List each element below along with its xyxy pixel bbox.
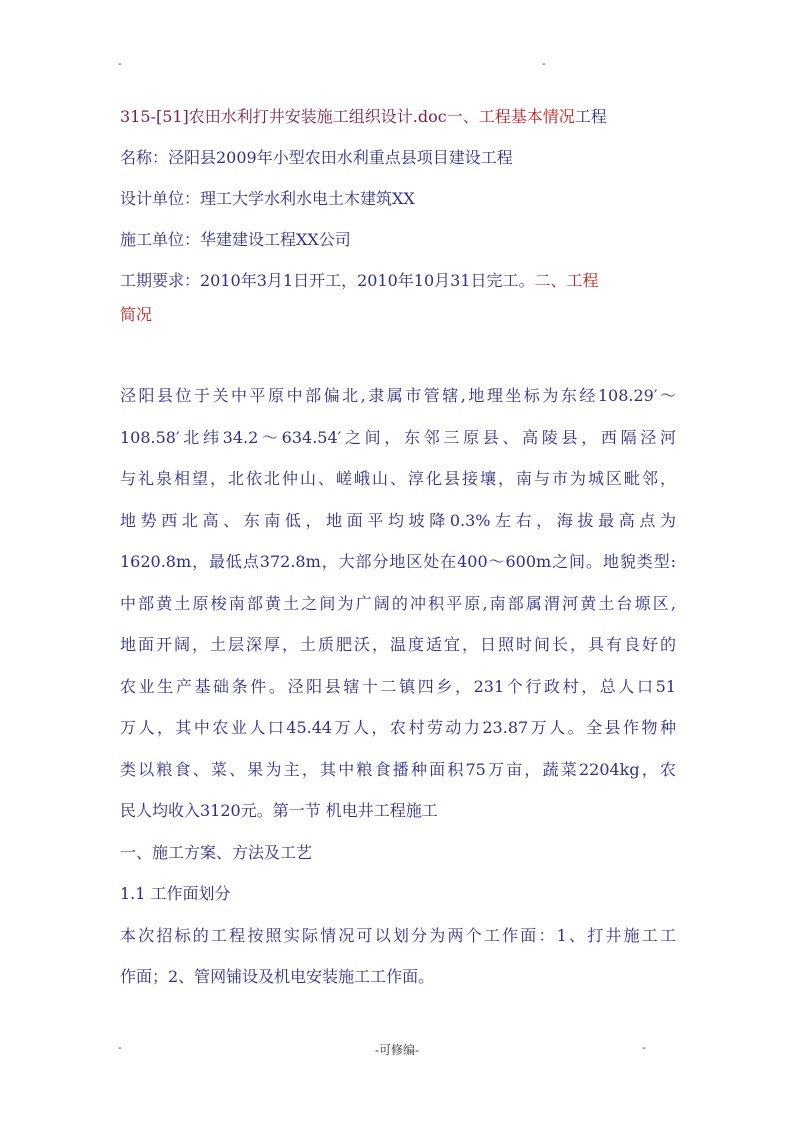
- paragraph-line: 1620.8m，最低点372.8m，大部分地区处在400～600m之间。地貌类型:: [120, 552, 676, 571]
- paragraph-line: 万人，其中农业人口45.44万人，农村劳动力23.87万人。全县作物种: [120, 718, 676, 737]
- section-heading-2-cont: 简况: [120, 305, 153, 324]
- header-right-mark: -: [542, 58, 546, 70]
- paragraph-line: 中部黄土原梭南部黄土之间为广阔的冲积平原,南部属渭河黄土台塬区,: [120, 593, 676, 613]
- section-heading-2: 二、工程: [534, 271, 599, 290]
- schedule-text: 工期要求：2010年3月1日开工，2010年10月31日完工。: [120, 271, 535, 290]
- document-body: [120, 100, 676, 1002]
- design-unit-line: 设计单位：理工大学水利水电土木建筑XX: [120, 189, 415, 208]
- footer-editable-label: -可修编-: [375, 1043, 419, 1057]
- paragraph-line: 与礼泉相望，北依北仲山、嵯峨山、淳化县接壤，南与市为城区毗邻，: [120, 469, 676, 488]
- footer-right-mark: -: [642, 1042, 646, 1054]
- section-heading-plan: 一、施工方案、方法及工艺: [120, 842, 313, 862]
- paragraph-line: 地势西北高、东南低，地面平均坡降0.3%左右，海拔最高点为: [120, 510, 676, 530]
- title-fragment: 工程: [574, 107, 607, 126]
- paragraph-line: 农业生产基础条件。泾阳县辖十二镇四乡，231个行政村，总人口51: [120, 676, 676, 696]
- project-name-line: 名称：泾阳县2009年小型农田水利重点县项目建设工程: [120, 148, 513, 167]
- paragraph-line: 泾阳县位于关中平原中部偏北,隶属市管辖,地理坐标为东经108.29′～: [120, 386, 676, 405]
- construction-unit-line: 施工单位：华建建设工程XX公司: [120, 230, 351, 249]
- paragraph-line: 108.58′北纬34.2～634.54′之间，东邻三原县、高陵县，西隔泾河: [120, 427, 676, 447]
- doc-title-line: [120, 100, 676, 141]
- workface-line: 作面；2、管网铺设及机电安装施工工作面。: [120, 967, 435, 986]
- paragraph-gap: [120, 339, 676, 379]
- section-heading-1: 一、工程基本情况: [446, 107, 575, 126]
- paragraph-line: 类以粮食、菜、果为主，其中粮食播种面积75万亩，蔬菜2204kg，农: [120, 759, 676, 779]
- schedule-line: [120, 264, 676, 298]
- paragraph-line: 民人均收入3120元。第一节 机电井工程施工: [120, 801, 438, 820]
- header-left-mark: -: [118, 58, 122, 70]
- doc-filename: 315-[51]农田水利打井安装施工组织设计.doc: [120, 107, 447, 126]
- footer-left-mark: -: [118, 1042, 122, 1054]
- workface-line: 本次招标的工程按照实际情况可以划分为两个工作面：1、打井施工工: [120, 925, 676, 945]
- section-heading-workface: 1.1 工作面划分: [120, 884, 231, 903]
- overview-paragraph: [120, 379, 676, 836]
- paragraph-line: 地面开阔，土层深厚，土质肥沃，温度适宜，日照时间长，具有良好的: [120, 635, 676, 654]
